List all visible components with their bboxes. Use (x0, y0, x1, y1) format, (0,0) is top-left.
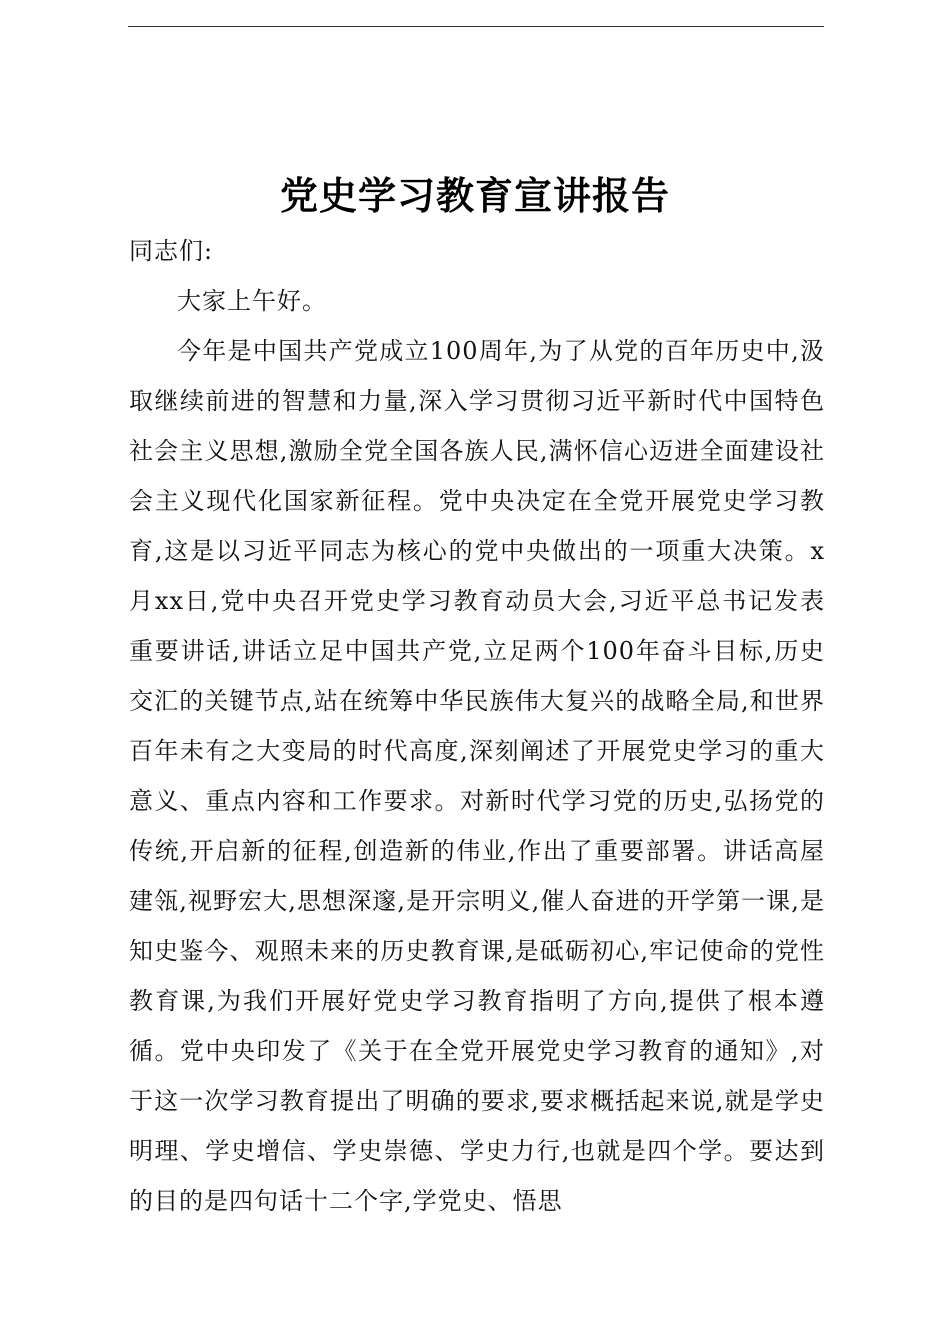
paragraph-greeting: 大家上午好。 (177, 287, 327, 315)
salutation: 同志们: (129, 237, 214, 265)
header-rule (128, 26, 824, 27)
document-body (129, 226, 825, 1226)
paragraph-main: 今年是中国共产党成立100周年,为了从党的百年历史中,汲取继续前进的智慧和力量,深入学习贯彻习近平新时代中国特色社会主义思想,激励全党全国各族人民,满怀信心迈进全面建设社会主义现代化国家新征程。党中央决定在全党开展党史学习教育,这是以习近平同志为核心的党中央做出的一项重大决策。x月xx日,党中央召开党史学习教育动员大会,习近平总书记发表重要讲话,讲话立足中国共产党,立足两个100年奋斗目标,历史交汇的关键节点,站在统筹中华民族伟大复兴的战略全局,和世界百年未有之大变局的时代高度,深刻阐述了开展党史学习的重大意义、重点内容和工作要求。对新时代学习党的历史,弘扬党的传统,开启新的征程,创造新的伟业,作出了重要部署。讲话高屋建瓴,视野宏大,思想深邃,是开宗明义,催人奋进的开学第一课,是知史鉴今、观照未来的历史教育课,是砥砺初心,牢记使命的党性教育课,为我们开展好党史学习教育指明了方向,提供了根本遵循。党中央印发了《关于在全党开展党史学习教育的通知》,对于这一次学习教育提出了明确的要求,要求概括起来说,就是学史明理、学史增信、学史崇德、学史力行,也就是四个学。要达到的目的是四句话十二个字,学党史、悟思 (129, 337, 825, 1215)
document-title: 党史学习教育宣讲报告 (279, 173, 670, 219)
